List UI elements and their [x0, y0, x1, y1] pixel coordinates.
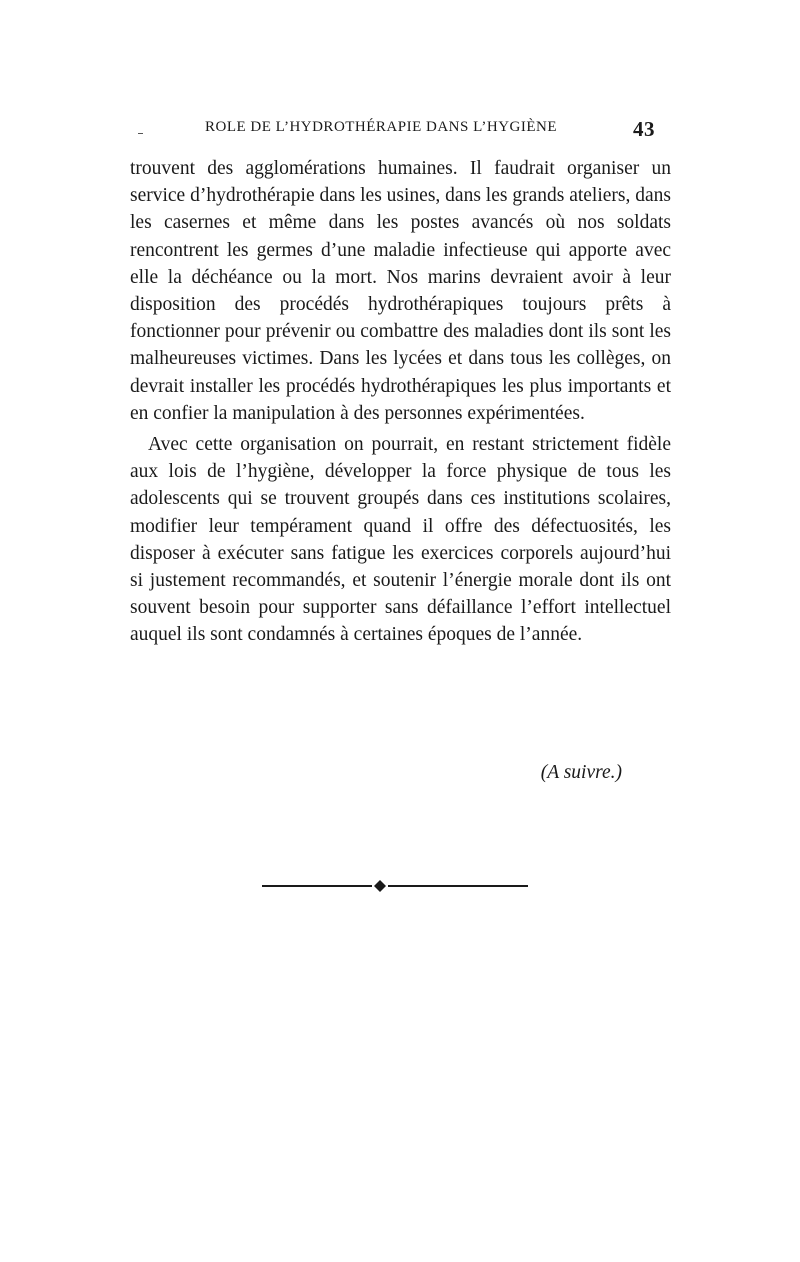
diamond-rule-icon [262, 876, 528, 896]
running-title: ROLE DE L’HYDROTHÉRAPIE DANS L’HYGIÈNE [205, 119, 558, 135]
margin-tick-mark [138, 133, 143, 134]
to-be-continued-note: (A suivre.) [540, 762, 622, 783]
end-rule-ornament [262, 876, 528, 896]
paragraph-2: Avec cette organisation on pourrait, en restant strictement fidèle aux lois de l’hygiène, développer la force physique de tous les adolescents qui se trouvent groupés dans ces institutions scolaires, modifier leur tempérament quand il offre des défectuosités, les disposer à exécuter sans fatigue les exercices corporels aujourd’hui si justement recommandés, et soutenir l’énergie morale dont ils ont souvent besoin pour supporter sans défaillance l’effort intellectuel auquel ils sont condamnés à certaines époques de l’année. [130, 434, 671, 646]
body-text [130, 155, 671, 649]
paragraph-1: trouvent des agglomérations humaines. Il faudrait organiser un service d’hydrothérapie dans les usines, dans les grands ateliers, dans les casernes et même dans les postes avancés où nos soldats rencontrent les germes d’une maladie infectieuse qui apporte avec elle la déchéance ou la mort. Nos marins devraient avoir à leur disposition des procédés hydrothérapiques toujours prêts à fonctionner pour prévenir ou combattre des maladies dont ils sont les malheureuses victimes. Dans les lycées et dans tous les collèges, on devrait installer les procédés hydrothérapiques les plus importants et en confier la manipulation à des personnes expérimentées. [130, 158, 671, 424]
running-head [130, 117, 655, 143]
page-number: 43 [633, 117, 655, 141]
rule-diamond [374, 880, 386, 892]
